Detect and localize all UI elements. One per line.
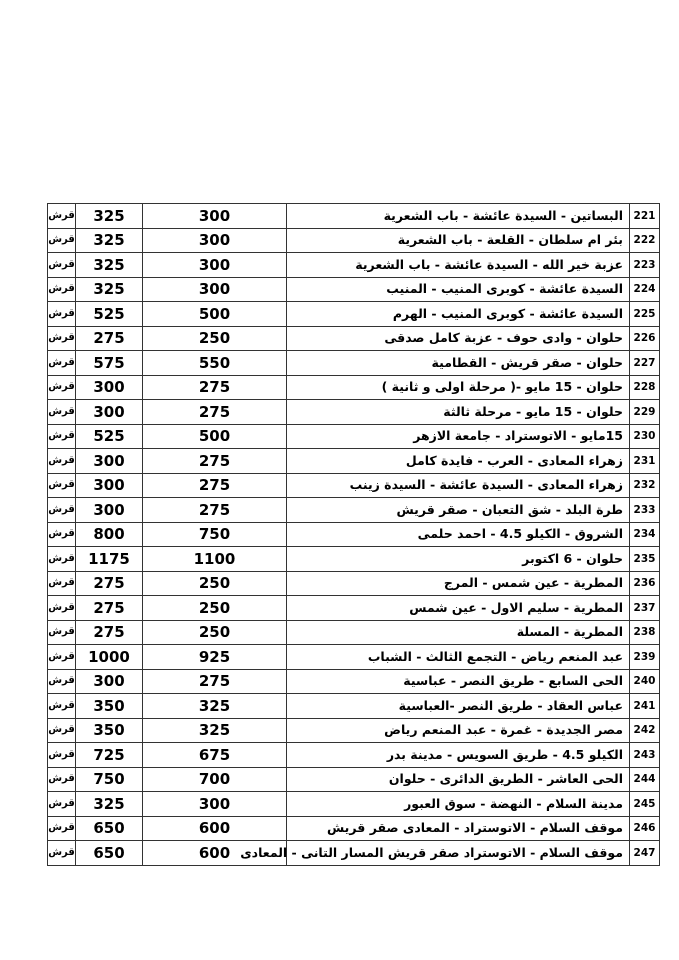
- route-cell: عباس العقاد - طريق النصر -العباسية: [287, 694, 630, 719]
- currency-unit-cell: قرش: [48, 841, 76, 866]
- route-cell: الحى العاشر - الطريق الدائرى - حلوان: [287, 767, 630, 792]
- old-fare-cell: 500: [143, 424, 287, 449]
- line-number-cell: 234: [630, 522, 660, 547]
- route-cell: 15مايو - الاتوستراد - جامعة الازهر: [287, 424, 630, 449]
- old-fare-cell: 600: [143, 841, 287, 866]
- currency-unit-cell: قرش: [48, 326, 76, 351]
- table-row: [48, 841, 660, 866]
- old-fare-cell: 700: [143, 767, 287, 792]
- route-cell: موقف السلام - الاتوستراد صقر قريش المسار التانى - المعادى: [287, 841, 630, 866]
- line-number-cell: 223: [630, 253, 660, 278]
- line-number-cell: 245: [630, 792, 660, 817]
- line-number-cell: 246: [630, 816, 660, 841]
- line-number-cell: 239: [630, 645, 660, 670]
- table-row: [48, 253, 660, 278]
- line-number-cell: 227: [630, 351, 660, 376]
- table-row: [48, 792, 660, 817]
- old-fare-cell: 300: [143, 228, 287, 253]
- table-row: [48, 596, 660, 621]
- currency-unit-cell: قرش: [48, 620, 76, 645]
- old-fare-cell: 250: [143, 620, 287, 645]
- currency-unit-cell: قرش: [48, 473, 76, 498]
- table-row: [48, 326, 660, 351]
- route-cell: المطرية - سليم الاول - عين شمس: [287, 596, 630, 621]
- old-fare-cell: 275: [143, 498, 287, 523]
- line-number-cell: 221: [630, 204, 660, 229]
- line-number-cell: 241: [630, 694, 660, 719]
- new-fare-cell: 275: [76, 326, 143, 351]
- line-number-cell: 237: [630, 596, 660, 621]
- currency-unit-cell: قرش: [48, 351, 76, 376]
- line-number-cell: 240: [630, 669, 660, 694]
- new-fare-cell: 525: [76, 302, 143, 327]
- currency-unit-cell: قرش: [48, 449, 76, 474]
- old-fare-cell: 300: [143, 204, 287, 229]
- currency-unit-cell: قرش: [48, 718, 76, 743]
- currency-unit-cell: قرش: [48, 694, 76, 719]
- currency-unit-cell: قرش: [48, 743, 76, 768]
- old-fare-cell: 325: [143, 718, 287, 743]
- new-fare-cell: 300: [76, 669, 143, 694]
- currency-unit-cell: قرش: [48, 228, 76, 253]
- old-fare-cell: 300: [143, 792, 287, 817]
- currency-unit-cell: قرش: [48, 767, 76, 792]
- old-fare-cell: 750: [143, 522, 287, 547]
- currency-unit-cell: قرش: [48, 302, 76, 327]
- route-cell: البساتين - السيدة عائشة - باب الشعرية: [287, 204, 630, 229]
- new-fare-cell: 300: [76, 449, 143, 474]
- line-number-cell: 236: [630, 571, 660, 596]
- old-fare-cell: 250: [143, 596, 287, 621]
- table-row: [48, 620, 660, 645]
- new-fare-cell: 300: [76, 400, 143, 425]
- table-row: [48, 669, 660, 694]
- route-cell: مصر الجديدة - غمرة - عبد المنعم رياض: [287, 718, 630, 743]
- old-fare-cell: 600: [143, 816, 287, 841]
- line-number-cell: 243: [630, 743, 660, 768]
- line-number-cell: 226: [630, 326, 660, 351]
- currency-unit-cell: قرش: [48, 375, 76, 400]
- old-fare-cell: 500: [143, 302, 287, 327]
- table-row: [48, 375, 660, 400]
- old-fare-cell: 675: [143, 743, 287, 768]
- line-number-cell: 242: [630, 718, 660, 743]
- old-fare-cell: 925: [143, 645, 287, 670]
- currency-unit-cell: قرش: [48, 792, 76, 817]
- line-number-cell: 232: [630, 473, 660, 498]
- route-cell: عزبة خير الله - السيدة عائشة - باب الشعرية: [287, 253, 630, 278]
- table-row: [48, 522, 660, 547]
- table-row: [48, 816, 660, 841]
- new-fare-cell: 325: [76, 204, 143, 229]
- line-number-cell: 224: [630, 277, 660, 302]
- table-row: [48, 351, 660, 376]
- route-cell: حلوان - 15 مايو -( مرحلة اولى و ثانية ): [287, 375, 630, 400]
- table-row: [48, 547, 660, 572]
- route-cell: حلوان - وادى حوف - عزبة كامل صدقى: [287, 326, 630, 351]
- line-number-cell: 235: [630, 547, 660, 572]
- new-fare-cell: 725: [76, 743, 143, 768]
- line-number-cell: 222: [630, 228, 660, 253]
- fare-table: [47, 203, 660, 866]
- route-cell: السيدة عائشة - كوبرى المنيب - المنيب: [287, 277, 630, 302]
- table-row: [48, 302, 660, 327]
- line-number-cell: 225: [630, 302, 660, 327]
- route-cell: حلوان - 15 مايو - مرحلة ثالثة: [287, 400, 630, 425]
- line-number-cell: 244: [630, 767, 660, 792]
- currency-unit-cell: قرش: [48, 253, 76, 278]
- new-fare-cell: 325: [76, 792, 143, 817]
- old-fare-cell: 275: [143, 449, 287, 474]
- table-row: [48, 204, 660, 229]
- route-cell: بئر ام سلطان - القلعة - باب الشعرية: [287, 228, 630, 253]
- currency-unit-cell: قرش: [48, 571, 76, 596]
- table-row: [48, 498, 660, 523]
- table-row: [48, 473, 660, 498]
- new-fare-cell: 275: [76, 620, 143, 645]
- new-fare-cell: 350: [76, 718, 143, 743]
- old-fare-cell: 275: [143, 669, 287, 694]
- table-row: [48, 645, 660, 670]
- old-fare-cell: 550: [143, 351, 287, 376]
- route-cell: حلوان - صقر قريش - القطامية: [287, 351, 630, 376]
- route-cell: عبد المنعم رياض - التجمع الثالث - الشباب: [287, 645, 630, 670]
- route-cell: الشروق - الكيلو 4.5 - احمد حلمى: [287, 522, 630, 547]
- table-row: [48, 718, 660, 743]
- table-row: [48, 694, 660, 719]
- line-number-cell: 233: [630, 498, 660, 523]
- new-fare-cell: 525: [76, 424, 143, 449]
- currency-unit-cell: قرش: [48, 400, 76, 425]
- table-row: [48, 571, 660, 596]
- new-fare-cell: 325: [76, 253, 143, 278]
- route-cell: حلوان - 6 اكتوبر: [287, 547, 630, 572]
- table-row: [48, 743, 660, 768]
- line-number-cell: 238: [630, 620, 660, 645]
- new-fare-cell: 300: [76, 473, 143, 498]
- route-cell: مدينة السلام - النهضة - سوق العبور: [287, 792, 630, 817]
- old-fare-cell: 325: [143, 694, 287, 719]
- new-fare-cell: 1175: [76, 547, 143, 572]
- currency-unit-cell: قرش: [48, 522, 76, 547]
- route-cell: المطرية - عين شمس - المرج: [287, 571, 630, 596]
- currency-unit-cell: قرش: [48, 669, 76, 694]
- currency-unit-cell: قرش: [48, 645, 76, 670]
- table-row: [48, 767, 660, 792]
- route-cell: موقف السلام - الاتوستراد - المعادى صقر قريش: [287, 816, 630, 841]
- route-cell: السيدة عائشة - كوبرى المنيب - الهرم: [287, 302, 630, 327]
- line-number-cell: 230: [630, 424, 660, 449]
- new-fare-cell: 350: [76, 694, 143, 719]
- route-cell: زهراء المعادى - السيدة عائشة - السيدة زينب: [287, 473, 630, 498]
- old-fare-cell: 275: [143, 473, 287, 498]
- route-cell: المطرية - المسلة: [287, 620, 630, 645]
- route-cell: الحى السابع - طريق النصر - عباسية: [287, 669, 630, 694]
- currency-unit-cell: قرش: [48, 547, 76, 572]
- route-cell: زهراء المعادى - العرب - فايدة كامل: [287, 449, 630, 474]
- currency-unit-cell: قرش: [48, 816, 76, 841]
- line-number-cell: 247: [630, 841, 660, 866]
- new-fare-cell: 750: [76, 767, 143, 792]
- new-fare-cell: 300: [76, 498, 143, 523]
- old-fare-cell: 300: [143, 277, 287, 302]
- new-fare-cell: 325: [76, 277, 143, 302]
- line-number-cell: 231: [630, 449, 660, 474]
- old-fare-cell: 250: [143, 326, 287, 351]
- old-fare-cell: 1100: [143, 547, 287, 572]
- route-cell: الكيلو 4.5 - طريق السويس - مدينة بدر: [287, 743, 630, 768]
- currency-unit-cell: قرش: [48, 204, 76, 229]
- table-row: [48, 424, 660, 449]
- currency-unit-cell: قرش: [48, 277, 76, 302]
- table-row: [48, 449, 660, 474]
- new-fare-cell: 650: [76, 816, 143, 841]
- old-fare-cell: 275: [143, 400, 287, 425]
- new-fare-cell: 275: [76, 596, 143, 621]
- new-fare-cell: 300: [76, 375, 143, 400]
- route-cell: طرة البلد - شق التعبان - صقر قريش: [287, 498, 630, 523]
- new-fare-cell: 275: [76, 571, 143, 596]
- new-fare-cell: 575: [76, 351, 143, 376]
- old-fare-cell: 300: [143, 253, 287, 278]
- currency-unit-cell: قرش: [48, 596, 76, 621]
- line-number-cell: 228: [630, 375, 660, 400]
- currency-unit-cell: قرش: [48, 424, 76, 449]
- old-fare-cell: 275: [143, 375, 287, 400]
- new-fare-cell: 650: [76, 841, 143, 866]
- table-row: [48, 400, 660, 425]
- fare-table-body: [48, 204, 660, 866]
- currency-unit-cell: قرش: [48, 498, 76, 523]
- new-fare-cell: 800: [76, 522, 143, 547]
- new-fare-cell: 325: [76, 228, 143, 253]
- new-fare-cell: 1000: [76, 645, 143, 670]
- line-number-cell: 229: [630, 400, 660, 425]
- old-fare-cell: 250: [143, 571, 287, 596]
- table-row: [48, 277, 660, 302]
- table-row: [48, 228, 660, 253]
